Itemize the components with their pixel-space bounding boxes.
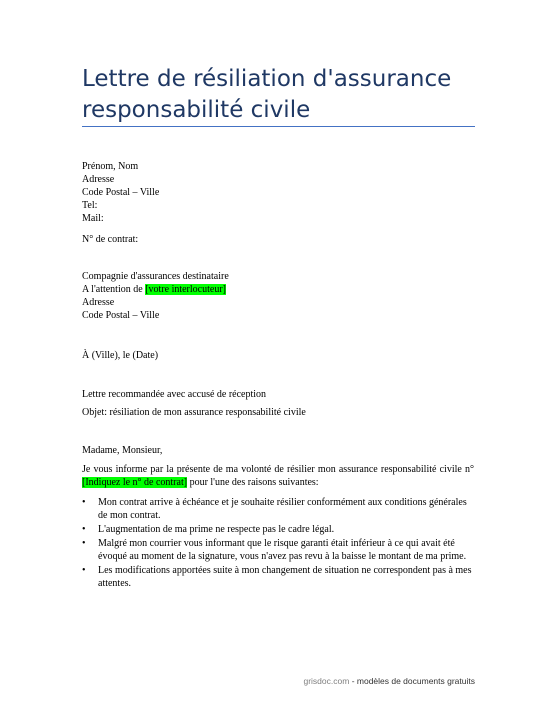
sender-postal-city: Code Postal – Ville — [82, 187, 160, 198]
attention-highlight: [votre interlocuteur] — [145, 284, 226, 295]
recipient-block — [82, 270, 482, 322]
bullet-icon: • — [82, 538, 86, 549]
bullet-icon: • — [82, 524, 86, 535]
sender-tel: Tel: — [82, 200, 98, 211]
subject-line: Objet: résiliation de mon assurance responsabilité civile — [82, 407, 306, 418]
recipient-company: Compagnie d'assurances destinataire — [82, 271, 229, 282]
salutation: Madame, Monsieur, — [82, 445, 163, 456]
intro-text: Je vous informe par la présente de ma volonté de résilier mon assurance responsabilité civile n° — [82, 464, 474, 475]
attention-prefix: A l'attention de — [82, 284, 143, 295]
reasons-list — [82, 496, 474, 591]
contract-number-label: N° de contrat: — [82, 234, 139, 245]
recipient-attention — [82, 283, 482, 296]
sender-mail: Mail: — [82, 213, 104, 224]
list-item — [82, 564, 474, 590]
sender-address: Adresse — [82, 174, 115, 185]
footer-tagline: - modèles de documents gratuits — [351, 676, 475, 686]
recipient-postal-city: Code Postal – Ville — [82, 310, 160, 321]
sender-block — [82, 160, 482, 225]
list-item — [82, 496, 474, 522]
reason-text: Malgré mon courrier vous informant que le risque garanti était inférieur à ce qui avait été évoqué au moment de la signature, vous n'avez pas revu à la baisse le montant de ma prime. — [98, 538, 467, 562]
reason-text: Mon contrat arrive à échéance et je souhaite résilier conformément aux conditions générales de mon contrat. — [98, 497, 467, 521]
contract-number-highlight: [Indiquez le n° de contrat] — [82, 477, 188, 488]
footer-site-link[interactable]: grisdoc.com — [303, 676, 350, 686]
recipient-address: Adresse — [82, 297, 115, 308]
reason-text: L'augmentation de ma prime ne respecte pas le cadre légal. — [98, 524, 335, 535]
intro-paragraph — [82, 463, 474, 489]
reason-text: Les modifications apportées suite à mon changement de situation ne correspondent pas à mes attentes. — [98, 565, 472, 589]
list-item — [82, 523, 474, 536]
intro-text-end: pour l'une des raisons suivantes: — [189, 477, 319, 488]
registered-mail-line: Lettre recommandée avec accusé de réception — [82, 389, 267, 400]
place-date: À (Ville), le (Date) — [82, 350, 159, 361]
list-item — [82, 537, 474, 563]
document-title: Lettre de résiliation d'assurance responsabilité civile — [82, 66, 452, 123]
title-underline — [82, 126, 475, 127]
bullet-icon: • — [82, 497, 86, 508]
bullet-icon: • — [82, 565, 86, 576]
sender-name: Prénom, Nom — [82, 161, 139, 172]
page-footer — [0, 676, 475, 686]
